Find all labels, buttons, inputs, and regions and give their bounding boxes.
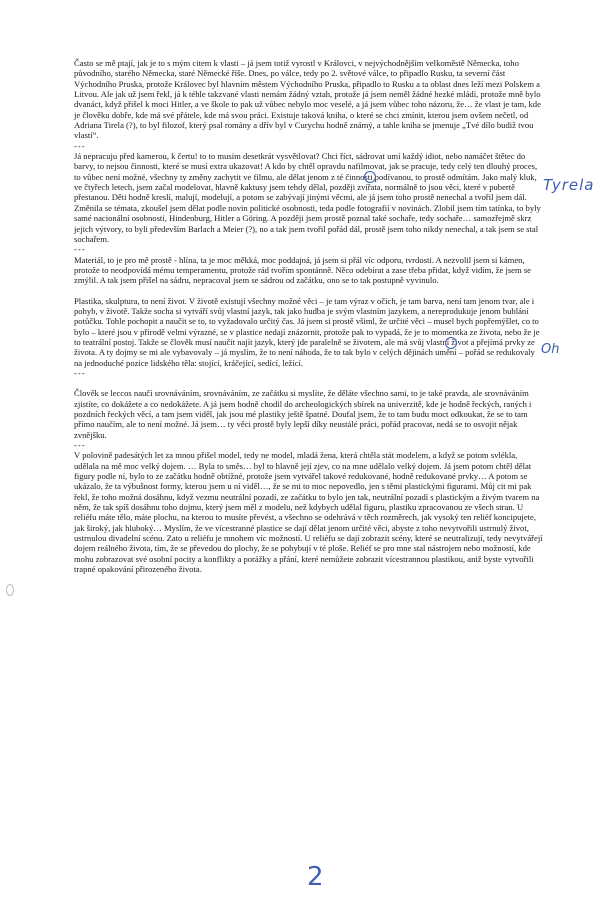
spacer <box>74 286 544 296</box>
body-text <box>74 58 544 575</box>
separator: --- <box>74 367 86 378</box>
separator: --- <box>74 440 86 451</box>
paragraph-camera: Já nepracuju před kamerou, k čertu! to to musím desetkrát vysvětlovat? Chci říct, sádrovat umí každý idiot, nebo namáčet štětec do barvy, to nejsou činnosti, které se musí extra ukazovat! A kdo by chtěl opravdu nafilmovat, jak se pracuje, tedy celý ten dlouhý proces, to vůbec není možné, všechny ty změny zachytit ve filmu, ale dělat jenom z té činnosti podívanou, to prostě odmítám. Jako malý kluk, ve čtyřech letech, jsem začal modelovat, hlavně kaktusy jsem tehdy dělal, později zvířata, normálně to jsou věci, které v pubertě přestanou. Děti hodně kreslí, malují, modelují, a potom se zabývají jinými věcmi, ale já jsem toho prostě nenechal a tvořil jsem dál. Změnila se témata, zkoušel jsem dělat podle novin politické osobnosti, teda podle fotografií v novinách. Zlobil jsem tím tatínka, to byly samé nacionální osobnosti, Hindenburg, Hitler a Göring. A později jsem prostě poznal také sochaře, tedy sochaře… samozřejmě skrz jejich výtvory, to byli především Barlach a Meier (?), no a tak jsem tvořil pořád dál, prostě jsem toho nikdy nenechal, a tak jsem se stal sochařem. <box>74 151 541 244</box>
paragraph-relief: V polovině padesátých let za mnou přišel model, tedy ne model, mladá žena, která chtěla stát modelem, a když se potom svlékla, udělala na mě moc velký dojem. … Byla to směs… byl to hlavně její zjev, co na mne udělalo velký dojem. Já jsem potom chtěl dělat figury podle ní, bylo to ze začátku hodně obtížné, protože jsem vytvářel takové redukované, hodně redukované prvky… A potom se ukázalo, že ta výbušnost formy, kterou jsem u ní viděl…, že se mi to moc nepovedlo, jen s těmi plastickými figurami. Můj cit mi pak řekl, že toho možná dosáhnu, když vezmu neutrální pozadí, ze začátku to bylo jen tak, neutrální pozadí s plastickým a živým tvarem na něm, že tak spíš dosáhnu toho dojmu, který jsem měl z modelu, než kdybych udělal figuru, plastiku zpracovanou ze všech stran. U reliéfu máte tělo, máte plochu, na kterou to musíte převést, a všechno se odehrává v těch rozměrech, jak vysoký ten reliéf koncipujete, jak široký, jak hluboký… Myslím, že ve vícestranné plastice se dají dělat jenom určité věci, abyste z toho nevytvořili ustrnulý život, ustrnulou divadelní scénu. Zato u reliéfu je mnohem víc možností. U reliéfu se dají zobrazit scény, které se neutralizují, tedy nevytvářejí dojem reálného života, tím, že se převedou do plochy, že se pohybují v té ploše. Reliéf se pro mne stal nástrojem nebo možností, kde mohu zobrazovat své osobní pocity a konflikty a porážky a přání, které nemůžete zobrazit vícestrannou plastikou, aniž byste vytvořili trapné opakování přirozeného života. <box>74 450 543 575</box>
spacer <box>74 378 544 388</box>
separator: --- <box>74 244 86 255</box>
separator: --- <box>74 140 86 151</box>
handwritten-margin-note-tyrela: Tyrela <box>543 176 595 194</box>
paragraph-material: Materiál, to je pro mě prostě - hlína, ta je moc měkká, moc poddajná, já jsem si přál víc odporu, tvrdosti. A nezvolil jsem si kámen, protože to neodpovídá mému temperamentu, protože rád tvořím spontánně. Něco odebírat a zase třeba přidat, když vidím, že jsem se zmýlil. A tak jsem přišel na sádru, nepracoval jsem se sádrou od začátku, ono se to tak postupně vyvinulo. <box>74 254 531 286</box>
paragraph-homeland: Často se mě ptají, jak je to s mým citem k vlasti – já jsem totiž vyrostl v Královci, v nejvýchodnějším velkoměstě Německa, toho původního, starého Německa, staré Německé říše. Dnes, po válce, tedy po 2. světové válce, to připadlo Rusku, ta severní část Východního Pruska, protože Královec byl hlavním městem Východního Pruska, připadlo to Rusku a ta oblast dnes leží mezi Polskem a Litvou. Ale jak už jsem řekl, já k téhle takzvané vlasti nemám žádný vztah, protože já jsem neměl žádné hezké mládí, protože mně bylo dvanáct, když přišel k moci Hitler, a ve škole to pak už vůbec nebylo moc veselé, a já jsem vůbec toho názoru, že… že vlast je tam, kde je člověku dobře, kde má své přátele, kde má svou práci. Existuje taková kniha, o které se chci zmínit, kterou jsem ovšem nečetl, od Adriana Tirela (?), to byl filozof, který psal romány a dřív byl v Curychu hodně známý, a tahle kniha se jmenuje „Tvé dílo budiž tvou vlastí“. <box>74 58 541 141</box>
punch-hole-mark <box>6 584 14 596</box>
paragraph-comparison: Člověk se leccos naučí srovnáváním, srovnáváním, ze začátku si myslíte, že děláte všechno sami, to je také pravda, ale srovnáváním zjistíte, co dokážete a co nedokážete. A já jsem hodně chodil do archeologických sbírek na univerzitě, kde je hodně řeckých, raných i pozdních řeckých věcí, a tam jsem viděl, jak jsou mé plastiky ještě špatné. Doufal jsem, že to tam budu moct odkoukat, že se to tam přímo naučím, ale to není možné. Já jsem… ty věci prostě byly lepší díky neustálé práci, pořád pracovat, nedá se to osvojit nějak zvnějšku. <box>74 388 532 440</box>
pen-circle-mark <box>445 337 457 349</box>
pen-circle-mark <box>364 171 376 183</box>
handwritten-page-number: 2 <box>307 862 324 892</box>
handwritten-margin-note: Oh <box>541 342 560 357</box>
paragraph-sculpture-life: Plastika, skulptura, to není život. V životě existují všechny možné věci – je tam výraz v očích, je tam barva, není tam jenom tvar, ale i pohyb, v životě. Takže socha si vytváří svůj vlastní jazyk, tak jako hudba je svým vlastním jazykem, a nereprodukuje jenom bublání potůčku. Tohle pochopit a naučit se to, to vyžadovalo určitý čas. Já jsem si prostě všiml, že určité věci – musel bych popřemýšlet, co to bylo – které jsou v přírodě velmi výrazné, se v plastice nedají znázornit, protože pak to vypadá, že je to momentka ze života, nebo že je to teatrální postoj. Takže se člověk musí naučit najít jazyk, který jde paralelně se životem, ale má svůj vlastní život a přejímá prvky ze života. A ty dojmy se mi ale vybavovaly – já myslím, že to není náhoda, že to tak bylo v celých dějinách umění – pořád se redukovaly na jednoduché pozice lidského těla: stojící, kráčející, sedící, ležící. <box>74 295 540 368</box>
